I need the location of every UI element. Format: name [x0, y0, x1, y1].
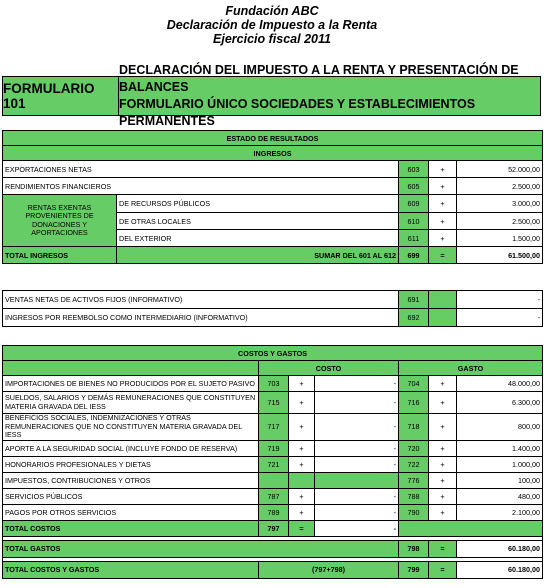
- form-title-bar: [2, 63, 541, 128]
- field-value[interactable]: 3.000,00: [457, 195, 543, 213]
- gasto-value[interactable]: 2.100,00: [457, 504, 543, 520]
- gasto-sign: +: [429, 440, 457, 456]
- header-blank: [3, 361, 259, 376]
- field-code: 609: [399, 195, 429, 213]
- row-impuestos: [3, 472, 543, 488]
- costo-value[interactable]: -: [315, 504, 399, 520]
- field-sign: +: [429, 195, 457, 213]
- ingresos-table: [2, 130, 543, 264]
- gasto-code: 790: [399, 504, 429, 520]
- field-sign: +: [429, 161, 457, 178]
- field-value[interactable]: 60.180,00: [457, 561, 543, 578]
- gasto-code: 722: [399, 456, 429, 472]
- estado-resultados-title: ESTADO DE RESULTADOS: [3, 131, 543, 146]
- costo-value[interactable]: -: [315, 376, 399, 392]
- row-label: HONORARIOS PROFESIONALES Y DIETAS: [3, 456, 259, 472]
- costo-code: [259, 472, 289, 488]
- rentas-exentas-label: RENTAS EXENTAS PROVENIENTES DE DONACIONES Y APORTACIONES: [3, 195, 117, 247]
- row-label: BENEFICIOS SOCIALES, INDEMNIZACIONES Y OTRAS REMUNERACIONES QUE NO CONSTITUYEN MATERIA GRAVADA DEL IESS: [3, 414, 259, 441]
- field-code: 603: [399, 161, 429, 178]
- field-code: 799: [399, 561, 429, 578]
- costo-value[interactable]: -: [315, 488, 399, 504]
- costo-code: 715: [259, 392, 289, 414]
- form-title-line2: FORMULARIO ÚNICO SOCIEDADES Y ESTABLECIMIENTOS PERMANENTES: [119, 97, 476, 128]
- costo-sign: +: [289, 456, 315, 472]
- row-note: (797+798): [259, 561, 399, 578]
- costo-header: COSTO: [259, 361, 399, 376]
- costo-code: 721: [259, 456, 289, 472]
- field-code: 605: [399, 178, 429, 195]
- costos-gastos-title: COSTOS Y GASTOS: [3, 346, 543, 361]
- document-title: Declaración de Impuesto a la Renta: [166, 18, 378, 32]
- field-value[interactable]: -: [457, 291, 543, 309]
- row-label: DE OTRAS LOCALES: [117, 213, 399, 230]
- costo-value[interactable]: -: [315, 414, 399, 441]
- gasto-sign: +: [429, 456, 457, 472]
- row-label: RENDIMIENTOS FINANCIEROS: [3, 178, 399, 195]
- row-total-gastos: [3, 540, 543, 557]
- row-label: INGRESOS POR REEMBOLSO COMO INTERMEDIARIO (INFORMATIVO): [3, 309, 399, 327]
- gasto-code: 716: [399, 392, 429, 414]
- field-value[interactable]: 61.500,00: [457, 247, 543, 264]
- costo-value[interactable]: -: [315, 520, 399, 536]
- field-sign: =: [429, 247, 457, 264]
- row-honorarios: [3, 456, 543, 472]
- field-sign: =: [429, 561, 457, 578]
- field-sign: +: [429, 213, 457, 230]
- field-code: 699: [399, 247, 429, 264]
- fiscal-year: Ejercicio fiscal 2011: [213, 32, 331, 46]
- gasto-header: GASTO: [399, 361, 543, 376]
- row-beneficios: [3, 414, 543, 441]
- costo-code: 719: [259, 440, 289, 456]
- row-label: PAGOS POR OTROS SERVICIOS: [3, 504, 259, 520]
- row-note: SUMAR DEL 601 AL 612: [117, 247, 399, 264]
- row-label: TOTAL GASTOS: [3, 540, 399, 557]
- row-label: TOTAL COSTOS Y GASTOS: [3, 561, 259, 578]
- field-code: 610: [399, 213, 429, 230]
- form-title: [119, 63, 540, 128]
- row-label: VENTAS NETAS DE ACTIVOS FIJOS (INFORMATIVO): [3, 291, 399, 309]
- gasto-code: 798: [399, 540, 429, 557]
- gasto-sign: +: [429, 472, 457, 488]
- document-header: [0, 4, 544, 46]
- row-label: EXPORTACIONES NETAS: [3, 161, 399, 178]
- row-label: TOTAL COSTOS: [3, 520, 259, 536]
- costo-sign: +: [289, 414, 315, 441]
- row-label: TOTAL INGRESOS: [3, 247, 117, 264]
- informativo-table: [2, 290, 543, 327]
- row-ventas-activos: [3, 291, 543, 309]
- costo-value[interactable]: -: [315, 392, 399, 414]
- field-value[interactable]: 1.500,00: [457, 230, 543, 247]
- gasto-code: 776: [399, 472, 429, 488]
- costo-value: [315, 472, 399, 488]
- costo-sign: +: [289, 504, 315, 520]
- row-total-costos-gastos: [3, 561, 543, 578]
- row-label: APORTE A LA SEGURIDAD SOCIAL (INCLUYE FONDO DE RESERVA): [3, 440, 259, 456]
- form-title-line1: DECLARACIÓN DEL IMPUESTO A LA RENTA Y PRESENTACIÓN DE BALANCES: [119, 63, 519, 94]
- gasto-value[interactable]: 1.000,00: [457, 456, 543, 472]
- costo-value[interactable]: -: [315, 456, 399, 472]
- row-otros-servicios: [3, 504, 543, 520]
- gasto-code: 788: [399, 488, 429, 504]
- costo-code: 789: [259, 504, 289, 520]
- gasto-sign: +: [429, 376, 457, 392]
- field-value[interactable]: 52.000,00: [457, 161, 543, 178]
- row-label: IMPUESTOS, CONTRIBUCIONES Y OTROS: [3, 472, 259, 488]
- gasto-value[interactable]: 60.180,00: [457, 540, 543, 557]
- field-sign: [429, 291, 457, 309]
- form-number: FORMULARIO 101: [3, 77, 119, 115]
- gasto-value[interactable]: 48.000,00: [457, 376, 543, 392]
- field-code: 611: [399, 230, 429, 247]
- gasto-value[interactable]: 1.400,00: [457, 440, 543, 456]
- row-ingresos-reembolso: [3, 309, 543, 327]
- costo-sign: [289, 472, 315, 488]
- field-value[interactable]: 2.500,00: [457, 178, 543, 195]
- row-label: DE RECURSOS PÚBLICOS: [117, 195, 399, 213]
- gasto-value[interactable]: 800,00: [457, 414, 543, 441]
- costo-sign: +: [289, 392, 315, 414]
- gasto-sign: +: [429, 504, 457, 520]
- row-label: SUELDOS, SALARIOS Y DEMÁS REMUNERACIONES QUE CONSTITUYEN MATERIA GRAVADA DEL IESS: [3, 392, 259, 414]
- costo-code: 717: [259, 414, 289, 441]
- costo-sign: +: [289, 440, 315, 456]
- gasto-value[interactable]: 480,00: [457, 488, 543, 504]
- costo-sign: +: [289, 376, 315, 392]
- row-label: DEL EXTERIOR: [117, 230, 399, 247]
- row-total-ingresos: [3, 247, 543, 264]
- costo-code: 703: [259, 376, 289, 392]
- field-sign: [429, 309, 457, 327]
- row-importaciones: [3, 376, 543, 392]
- gasto-code: 718: [399, 414, 429, 441]
- field-sign: +: [429, 230, 457, 247]
- row-total-costos: [3, 520, 543, 536]
- row-servicios-publicos: [3, 488, 543, 504]
- row-rendimientos: [3, 178, 543, 195]
- costo-code: 797: [259, 520, 289, 536]
- row-rentas-publicos: [3, 195, 543, 213]
- costos-gastos-table: [2, 345, 543, 579]
- field-code: 691: [399, 291, 429, 309]
- row-exportaciones: [3, 161, 543, 178]
- gasto-sign: +: [429, 414, 457, 441]
- gasto-code: 720: [399, 440, 429, 456]
- costo-value[interactable]: -: [315, 440, 399, 456]
- costo-sign: +: [289, 488, 315, 504]
- field-value[interactable]: 2.500,00: [457, 213, 543, 230]
- row-aporte-seguridad: [3, 440, 543, 456]
- row-sueldos: [3, 392, 543, 414]
- field-value[interactable]: -: [457, 309, 543, 327]
- ingresos-title: INGRESOS: [3, 146, 543, 161]
- field-code: 692: [399, 309, 429, 327]
- field-sign: +: [429, 178, 457, 195]
- gasto-value[interactable]: 6.300,00: [457, 392, 543, 414]
- gasto-code: 704: [399, 376, 429, 392]
- gasto-sign: =: [429, 540, 457, 557]
- gasto-sign: +: [429, 392, 457, 414]
- organization-name: Fundación ABC: [225, 4, 319, 18]
- gasto-sign: +: [429, 488, 457, 504]
- row-label: IMPORTACIONES DE BIENES NO PRODUCIDOS POR EL SUJETO PASIVO: [3, 376, 259, 392]
- costo-code: 787: [259, 488, 289, 504]
- blank-cell: [399, 520, 543, 536]
- gasto-value[interactable]: 100,00: [457, 472, 543, 488]
- row-label: SERVICIOS PÚBLICOS: [3, 488, 259, 504]
- costo-sign: =: [289, 520, 315, 536]
